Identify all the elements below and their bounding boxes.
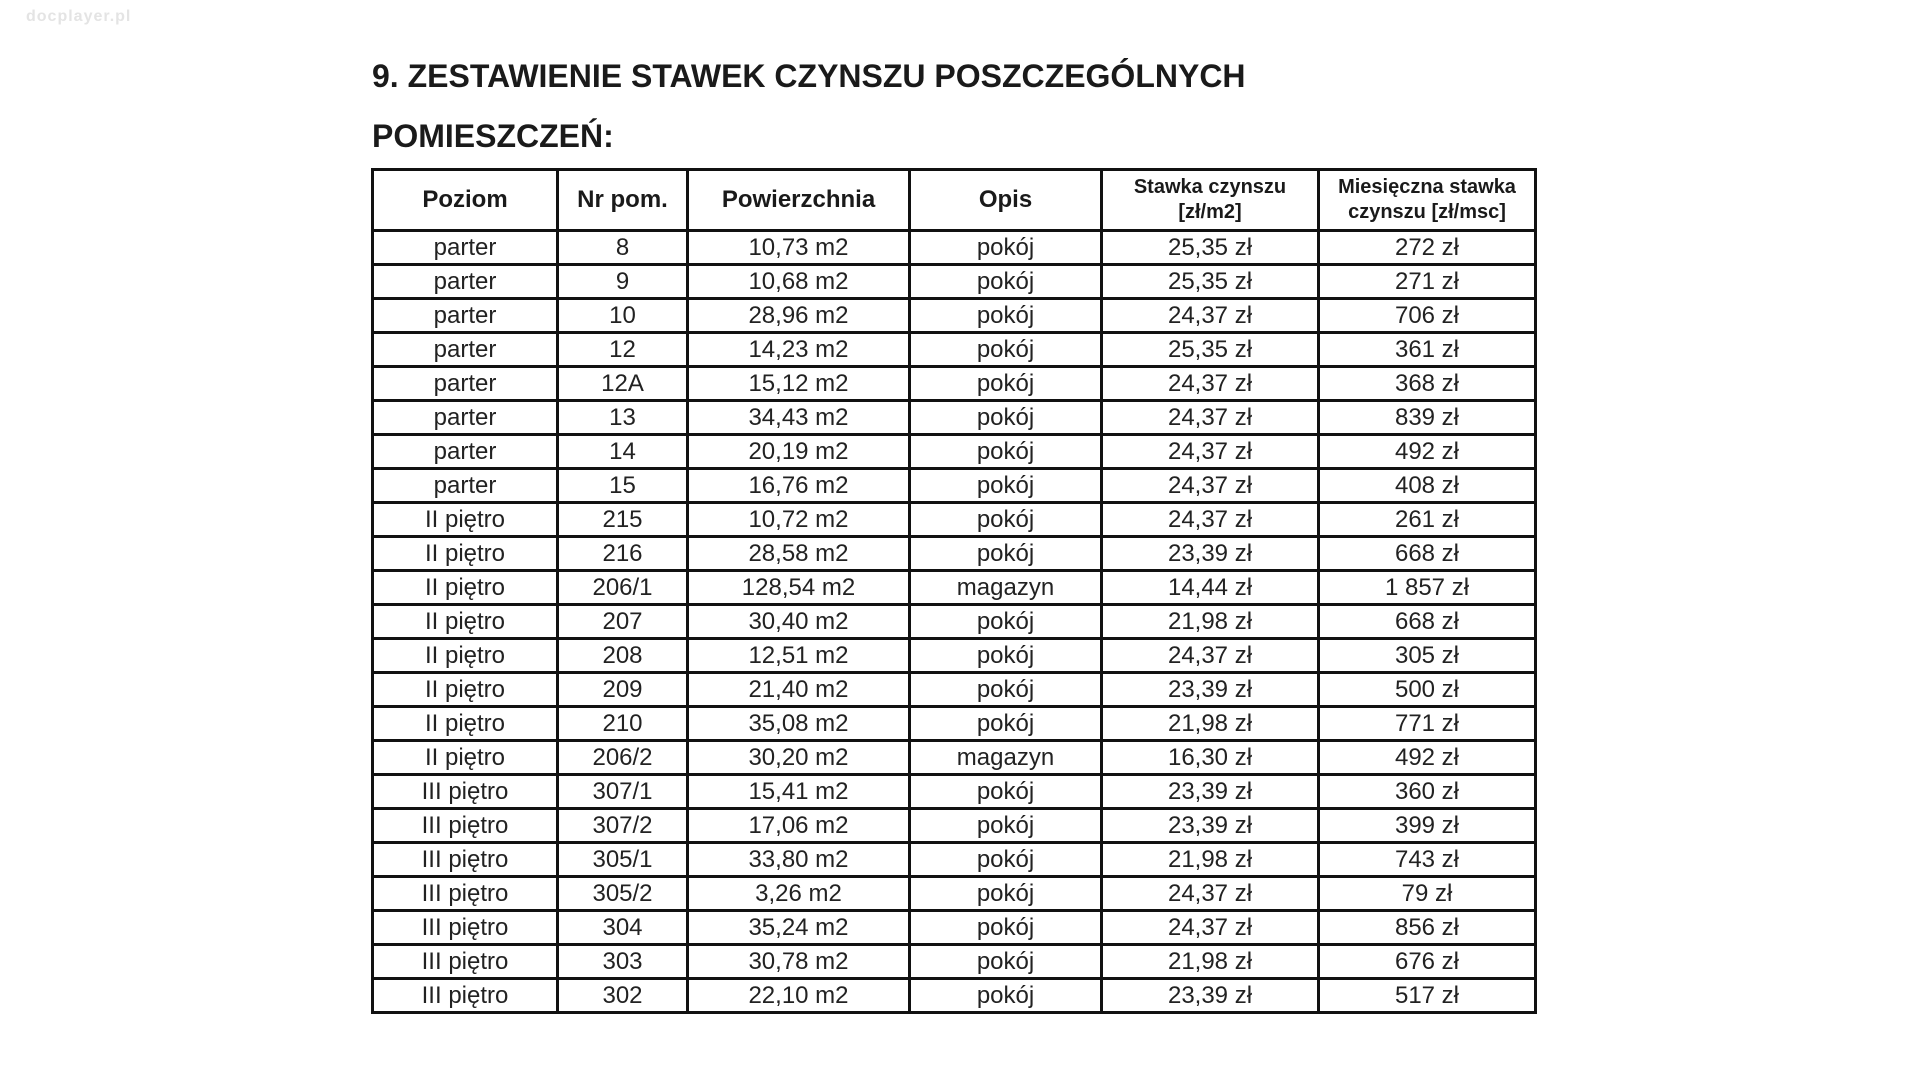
cell-powierzchnia: 10,73 m2 (688, 231, 910, 265)
cell-opis: pokój (910, 435, 1102, 469)
rent-rates-table (371, 168, 1537, 1014)
cell-miesieczna: 408 zł (1319, 469, 1536, 503)
cell-nr-pom: 215 (558, 503, 688, 537)
cell-opis: pokój (910, 673, 1102, 707)
cell-opis: magazyn (910, 571, 1102, 605)
cell-opis: pokój (910, 605, 1102, 639)
cell-stawka: 21,98 zł (1102, 843, 1319, 877)
cell-miesieczna: 743 zł (1319, 843, 1536, 877)
cell-stawka: 24,37 zł (1102, 367, 1319, 401)
cell-powierzchnia: 128,54 m2 (688, 571, 910, 605)
cell-poziom: parter (373, 367, 558, 401)
cell-poziom: parter (373, 333, 558, 367)
table-header-row (373, 170, 1536, 231)
table-row (373, 877, 1536, 911)
cell-poziom: parter (373, 265, 558, 299)
cell-opis: pokój (910, 979, 1102, 1013)
cell-poziom: II piętro (373, 673, 558, 707)
cell-opis: magazyn (910, 741, 1102, 775)
cell-powierzchnia: 35,08 m2 (688, 707, 910, 741)
cell-poziom: III piętro (373, 877, 558, 911)
cell-nr-pom: 302 (558, 979, 688, 1013)
watermark-logo: docplayer.pl (26, 8, 132, 25)
cell-nr-pom: 303 (558, 945, 688, 979)
table-row (373, 367, 1536, 401)
header-nr-pom: Nr pom. (558, 170, 688, 231)
table-row (373, 809, 1536, 843)
cell-stawka: 23,39 zł (1102, 775, 1319, 809)
cell-nr-pom: 206/1 (558, 571, 688, 605)
header-stawka-line-1: Stawka czynszu (1133, 176, 1287, 198)
cell-miesieczna: 706 zł (1319, 299, 1536, 333)
table-row (373, 537, 1536, 571)
cell-powierzchnia: 30,78 m2 (688, 945, 910, 979)
cell-miesieczna: 368 zł (1319, 367, 1536, 401)
table-body (373, 231, 1536, 1013)
cell-powierzchnia: 33,80 m2 (688, 843, 910, 877)
cell-nr-pom: 216 (558, 537, 688, 571)
cell-nr-pom: 14 (558, 435, 688, 469)
cell-poziom: II piętro (373, 605, 558, 639)
cell-stawka: 21,98 zł (1102, 605, 1319, 639)
cell-poziom: III piętro (373, 775, 558, 809)
cell-stawka: 25,35 zł (1102, 333, 1319, 367)
cell-stawka: 24,37 zł (1102, 911, 1319, 945)
cell-powierzchnia: 35,24 m2 (688, 911, 910, 945)
cell-poziom: II piętro (373, 571, 558, 605)
table-row (373, 469, 1536, 503)
header-powierzchnia: Powierzchnia (688, 170, 910, 231)
cell-opis: pokój (910, 469, 1102, 503)
cell-miesieczna: 399 zł (1319, 809, 1536, 843)
table-row (373, 945, 1536, 979)
cell-miesieczna: 668 zł (1319, 605, 1536, 639)
cell-miesieczna: 272 zł (1319, 231, 1536, 265)
cell-miesieczna: 668 zł (1319, 537, 1536, 571)
cell-nr-pom: 307/2 (558, 809, 688, 843)
cell-nr-pom: 307/1 (558, 775, 688, 809)
cell-poziom: parter (373, 435, 558, 469)
cell-stawka: 23,39 zł (1102, 979, 1319, 1013)
cell-poziom: III piętro (373, 843, 558, 877)
cell-opis: pokój (910, 639, 1102, 673)
table-row (373, 741, 1536, 775)
cell-nr-pom: 305/2 (558, 877, 688, 911)
header-stawka-czynszu (1102, 170, 1319, 231)
cell-opis: pokój (910, 265, 1102, 299)
cell-miesieczna: 517 zł (1319, 979, 1536, 1013)
cell-poziom: III piętro (373, 945, 558, 979)
cell-powierzchnia: 3,26 m2 (688, 877, 910, 911)
cell-opis: pokój (910, 877, 1102, 911)
cell-nr-pom: 210 (558, 707, 688, 741)
cell-powierzchnia: 15,12 m2 (688, 367, 910, 401)
cell-stawka: 21,98 zł (1102, 707, 1319, 741)
cell-powierzchnia: 17,06 m2 (688, 809, 910, 843)
cell-stawka: 24,37 zł (1102, 435, 1319, 469)
table-row (373, 775, 1536, 809)
cell-opis: pokój (910, 707, 1102, 741)
cell-poziom: parter (373, 469, 558, 503)
table-row (373, 231, 1536, 265)
cell-opis: pokój (910, 401, 1102, 435)
header-miesieczna-line-1: Miesięczna stawka (1338, 176, 1516, 198)
cell-poziom: III piętro (373, 979, 558, 1013)
cell-miesieczna: 500 zł (1319, 673, 1536, 707)
cell-powierzchnia: 20,19 m2 (688, 435, 910, 469)
cell-opis: pokój (910, 503, 1102, 537)
cell-poziom: parter (373, 299, 558, 333)
cell-stawka: 24,37 zł (1102, 401, 1319, 435)
cell-miesieczna: 676 zł (1319, 945, 1536, 979)
cell-stawka: 24,37 zł (1102, 639, 1319, 673)
cell-poziom: parter (373, 231, 558, 265)
table-row (373, 333, 1536, 367)
cell-opis: pokój (910, 367, 1102, 401)
cell-powierzchnia: 28,96 m2 (688, 299, 910, 333)
cell-stawka: 14,44 zł (1102, 571, 1319, 605)
cell-opis: pokój (910, 843, 1102, 877)
cell-nr-pom: 206/2 (558, 741, 688, 775)
cell-powierzchnia: 34,43 m2 (688, 401, 910, 435)
header-poziom: Poziom (373, 170, 558, 231)
cell-nr-pom: 207 (558, 605, 688, 639)
cell-poziom: II piętro (373, 537, 558, 571)
cell-powierzchnia: 15,41 m2 (688, 775, 910, 809)
cell-powierzchnia: 12,51 m2 (688, 639, 910, 673)
cell-stawka: 24,37 zł (1102, 877, 1319, 911)
table-row (373, 639, 1536, 673)
cell-miesieczna: 771 zł (1319, 707, 1536, 741)
cell-powierzchnia: 28,58 m2 (688, 537, 910, 571)
table-row (373, 435, 1536, 469)
cell-miesieczna: 305 zł (1319, 639, 1536, 673)
cell-miesieczna: 492 zł (1319, 741, 1536, 775)
cell-powierzchnia: 16,76 m2 (688, 469, 910, 503)
table-row (373, 911, 1536, 945)
cell-nr-pom: 10 (558, 299, 688, 333)
table-row (373, 707, 1536, 741)
header-miesieczna-stawka (1319, 170, 1536, 231)
cell-stawka: 23,39 zł (1102, 673, 1319, 707)
cell-stawka: 21,98 zł (1102, 945, 1319, 979)
table-row (373, 673, 1536, 707)
header-miesieczna-line-2: czynszu [zł/msc] (1348, 201, 1506, 223)
cell-stawka: 25,35 zł (1102, 231, 1319, 265)
table-row (373, 265, 1536, 299)
cell-nr-pom: 9 (558, 265, 688, 299)
section-heading-line-2: POMIESZCZEŃ: (372, 118, 614, 154)
cell-miesieczna: 261 zł (1319, 503, 1536, 537)
header-opis: Opis (910, 170, 1102, 231)
section-heading-line-1: 9. ZESTAWIENIE STAWEK CZYNSZU POSZCZEGÓLNYCH (372, 58, 1246, 94)
cell-stawka: 24,37 zł (1102, 299, 1319, 333)
cell-powierzchnia: 14,23 m2 (688, 333, 910, 367)
cell-stawka: 23,39 zł (1102, 537, 1319, 571)
cell-poziom: III piętro (373, 911, 558, 945)
cell-powierzchnia: 30,40 m2 (688, 605, 910, 639)
table-row (373, 979, 1536, 1013)
cell-miesieczna: 360 zł (1319, 775, 1536, 809)
cell-opis: pokój (910, 299, 1102, 333)
cell-nr-pom: 304 (558, 911, 688, 945)
cell-miesieczna: 839 zł (1319, 401, 1536, 435)
cell-nr-pom: 12A (558, 367, 688, 401)
cell-opis: pokój (910, 775, 1102, 809)
section-heading (372, 46, 1372, 166)
cell-stawka: 16,30 zł (1102, 741, 1319, 775)
cell-poziom: II piętro (373, 707, 558, 741)
cell-miesieczna: 79 zł (1319, 877, 1536, 911)
cell-nr-pom: 209 (558, 673, 688, 707)
cell-opis: pokój (910, 911, 1102, 945)
cell-stawka: 24,37 zł (1102, 503, 1319, 537)
cell-nr-pom: 12 (558, 333, 688, 367)
cell-poziom: parter (373, 401, 558, 435)
table-row (373, 401, 1536, 435)
cell-opis: pokój (910, 231, 1102, 265)
cell-stawka: 25,35 zł (1102, 265, 1319, 299)
cell-nr-pom: 13 (558, 401, 688, 435)
cell-poziom: II piętro (373, 741, 558, 775)
cell-powierzchnia: 10,68 m2 (688, 265, 910, 299)
cell-opis: pokój (910, 537, 1102, 571)
table-row (373, 299, 1536, 333)
table-row (373, 571, 1536, 605)
cell-stawka: 24,37 zł (1102, 469, 1319, 503)
cell-nr-pom: 208 (558, 639, 688, 673)
table-row (373, 605, 1536, 639)
cell-powierzchnia: 21,40 m2 (688, 673, 910, 707)
table-row (373, 843, 1536, 877)
cell-poziom: II piętro (373, 639, 558, 673)
cell-miesieczna: 492 zł (1319, 435, 1536, 469)
table-row (373, 503, 1536, 537)
cell-powierzchnia: 30,20 m2 (688, 741, 910, 775)
cell-powierzchnia: 10,72 m2 (688, 503, 910, 537)
cell-poziom: II piętro (373, 503, 558, 537)
cell-miesieczna: 361 zł (1319, 333, 1536, 367)
cell-powierzchnia: 22,10 m2 (688, 979, 910, 1013)
cell-nr-pom: 8 (558, 231, 688, 265)
cell-opis: pokój (910, 809, 1102, 843)
cell-nr-pom: 15 (558, 469, 688, 503)
header-stawka-line-2: [zł/m2] (1178, 201, 1242, 223)
cell-nr-pom: 305/1 (558, 843, 688, 877)
cell-miesieczna: 856 zł (1319, 911, 1536, 945)
cell-opis: pokój (910, 333, 1102, 367)
cell-miesieczna: 271 zł (1319, 265, 1536, 299)
cell-poziom: III piętro (373, 809, 558, 843)
cell-miesieczna: 1 857 zł (1319, 571, 1536, 605)
cell-stawka: 23,39 zł (1102, 809, 1319, 843)
cell-opis: pokój (910, 945, 1102, 979)
